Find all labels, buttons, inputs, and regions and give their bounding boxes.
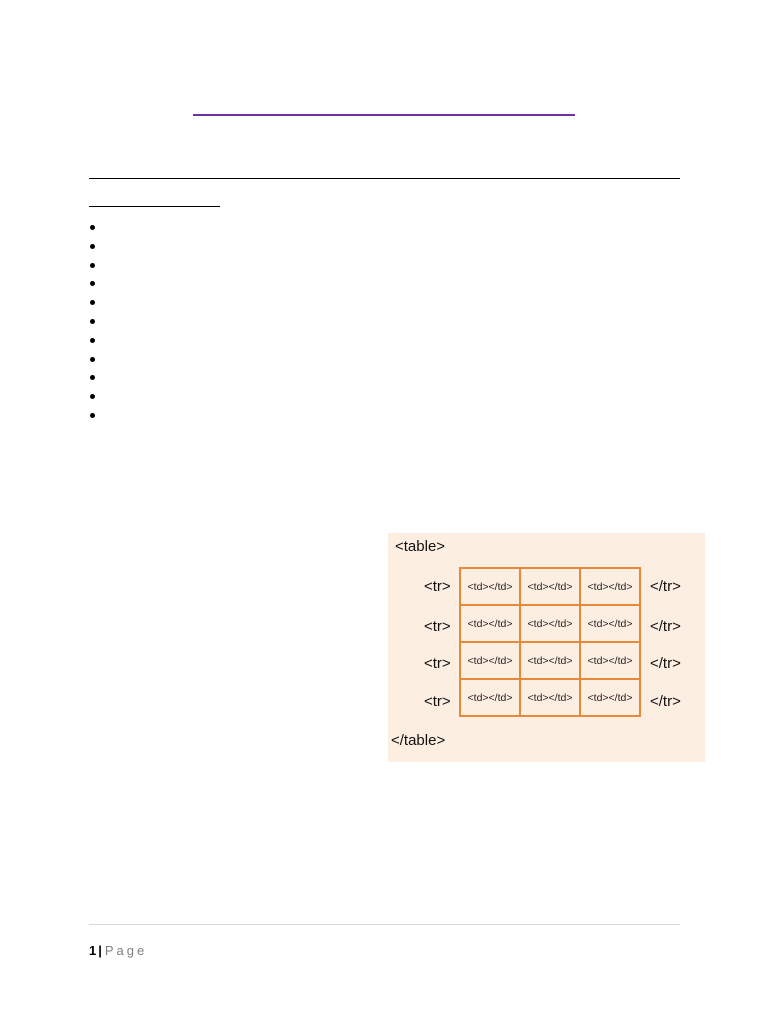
footer-rule: [89, 924, 680, 925]
bullet-icon: [90, 338, 95, 343]
table-row: [460, 605, 640, 642]
page-footer: [89, 943, 147, 958]
bullet-icon: [90, 375, 95, 380]
bullet-icon: [90, 244, 95, 249]
td-cell-grid: [459, 567, 641, 717]
table-row: [460, 568, 640, 605]
td-cell: <td></td>: [460, 679, 520, 716]
bullet-icon: [90, 357, 95, 362]
tr-open-tag: <tr>: [424, 578, 451, 595]
tr-close-tag: </tr>: [650, 693, 681, 710]
td-cell: <td></td>: [580, 679, 640, 716]
tr-open-tag: <tr>: [424, 618, 451, 635]
footer-separator: |: [98, 943, 102, 958]
bullet-icon: [90, 300, 95, 305]
title-underline: [193, 114, 575, 116]
bullet-icon: [90, 394, 95, 399]
tr-close-tag: </tr>: [650, 618, 681, 635]
html-table-structure-figure: [388, 533, 705, 762]
tr-open-tag: <tr>: [424, 655, 451, 672]
td-cell: <td></td>: [460, 642, 520, 679]
tr-open-tag: <tr>: [424, 693, 451, 710]
table-row: [460, 679, 640, 716]
td-cell: <td></td>: [520, 679, 580, 716]
table-row: [460, 642, 640, 679]
heading-rule: [89, 178, 680, 179]
td-cell: <td></td>: [520, 642, 580, 679]
td-cell: <td></td>: [460, 568, 520, 605]
tr-close-tag: </tr>: [650, 578, 681, 595]
bullet-icon: [90, 263, 95, 268]
bullet-icon: [90, 225, 95, 230]
td-cell: <td></td>: [520, 568, 580, 605]
page-label: Page: [104, 943, 148, 958]
bullet-icon: [90, 281, 95, 286]
bullet-icon: [90, 413, 95, 418]
bullet-icon: [90, 319, 95, 324]
td-cell: <td></td>: [580, 642, 640, 679]
td-cell: <td></td>: [580, 605, 640, 642]
page-number: 1: [89, 943, 97, 958]
subheading-underline: [89, 206, 220, 207]
td-cell: <td></td>: [520, 605, 580, 642]
tr-close-tag: </tr>: [650, 655, 681, 672]
table-close-tag: </table>: [391, 732, 446, 749]
td-cell: <td></td>: [460, 605, 520, 642]
td-cell: <td></td>: [580, 568, 640, 605]
table-open-tag: <table>: [395, 538, 446, 555]
